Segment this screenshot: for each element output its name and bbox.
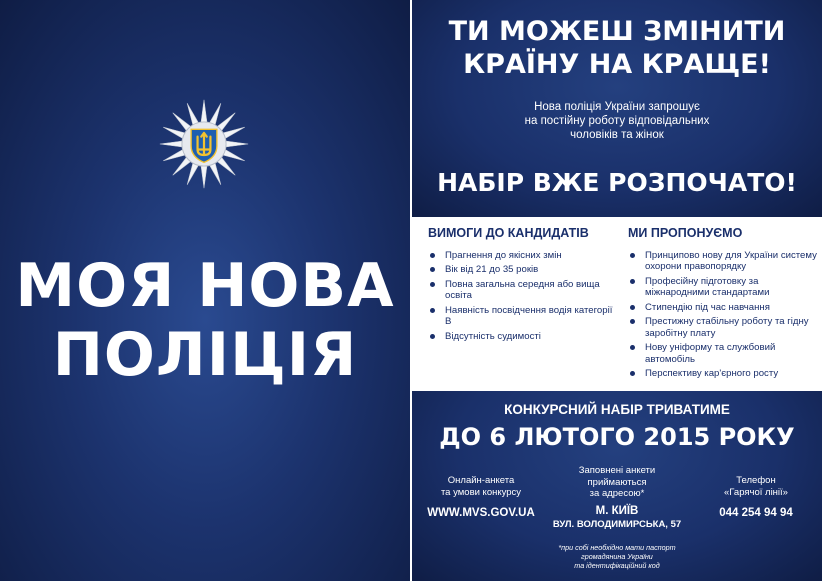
phone-label-line2: «Гарячої лінії» [724, 486, 788, 498]
phone-label [694, 475, 818, 498]
left-title-line2: ПОЛІЦІЯ [52, 320, 358, 390]
offers-title: МИ ПРОПОНУЄМО [628, 226, 743, 240]
bottom-section [412, 391, 822, 581]
list-item: Відсутність судимості [428, 331, 618, 343]
address-label [546, 465, 688, 500]
badge-ray [201, 164, 207, 188]
address-label-line3: за адресою* [589, 488, 645, 499]
list-item: Вік від 21 до 35 років [428, 264, 618, 276]
list-item: Прагнення до якісних змін [428, 250, 618, 262]
address-city: М. КИЇВ [595, 505, 639, 517]
deadline: ДО 6 ЛЮТОГО 2015 РОКУ [439, 423, 795, 451]
online-label [424, 475, 538, 498]
headline-line2: КРАЇНУ НА КРАЩЕ! [463, 49, 771, 80]
website-link[interactable]: WWW.MVS.GOV.UA [427, 507, 535, 519]
list-item: Престижну стабільну роботу та гідну заробітну плату [628, 316, 818, 339]
top-section [412, 0, 822, 217]
list-item: Стипендію під час навчання [628, 302, 818, 314]
list-item: Перспективу кар'єрного росту [628, 368, 818, 380]
offers-column [628, 227, 818, 383]
intro-line1: Нова поліція України запрошує [534, 101, 700, 113]
recruitment-started: НАБІР ВЖЕ РОЗПОЧАТО! [437, 168, 797, 197]
police-badge-icon [158, 98, 250, 190]
hotline-phone[interactable]: 044 254 94 94 [719, 507, 793, 519]
right-page [412, 0, 822, 581]
list-item: Нову уніформу та службовий автомобіль [628, 342, 818, 365]
address-label-line2: приймаються [587, 476, 647, 488]
headline-line1: ТИ МОЖЕШ ЗМІНИТИ [448, 16, 786, 47]
list-item: Наявність посвідчення водія категорії В [428, 305, 618, 328]
requirements-title: ВИМОГИ ДО КАНДИДАТІВ [428, 226, 589, 240]
list-item: Повна загальна середня або вища освіта [428, 279, 618, 302]
online-label-line2: та умови конкурсу [440, 486, 522, 498]
note-line1: *при собі необхідно мати паспорт [558, 543, 676, 552]
list-item: Професійну підготовку за міжнародними стандартами [628, 276, 818, 299]
left-title-line1: МОЯ НОВА [15, 251, 395, 321]
badge-ray [160, 141, 184, 147]
address-label-line1: Заповнені анкети [578, 465, 656, 476]
badge-ray [201, 100, 207, 124]
online-label-line1: Онлайн-анкета [447, 475, 515, 486]
list-item: Принципово нову для України систему охорони правопорядку [628, 250, 818, 273]
phone-label-line1: Телефон [736, 475, 776, 486]
requirements-column [428, 227, 618, 345]
contest-line: КОНКУРСНИЙ НАБІР ТРИВАТИМЕ [504, 402, 730, 417]
middle-section [412, 217, 822, 391]
badge-ray [224, 141, 248, 147]
intro-line3: чоловіків та жінок [570, 129, 664, 141]
requirements-list [428, 250, 618, 343]
note-line2: громадянина України [581, 552, 653, 561]
address-street: ВУЛ. ВОЛОДИМИРСЬКА, 57 [552, 519, 682, 530]
note-line3: та ідентифікаційний код [574, 561, 660, 570]
intro-text [412, 100, 822, 142]
intro-line2: на постійну роботу відповідальних [524, 115, 710, 127]
left-page [0, 0, 410, 581]
offers-list [628, 250, 818, 380]
footnote [544, 543, 690, 570]
